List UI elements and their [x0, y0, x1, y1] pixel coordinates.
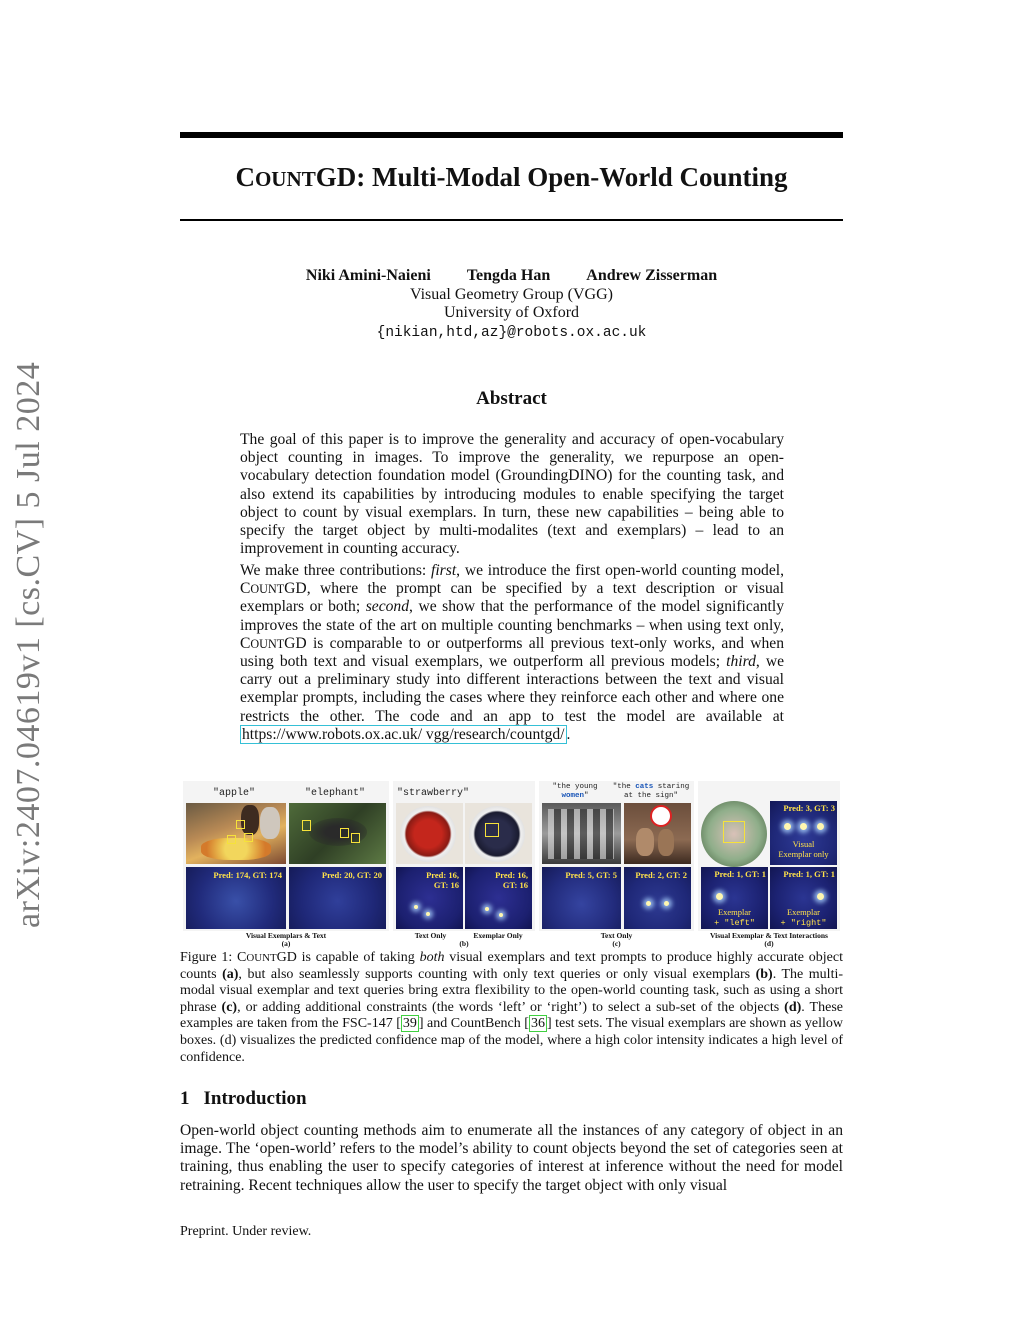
pred-right: Pred: 1, GT: 1 [783, 869, 835, 879]
pred-apple: Pred: 174, GT: 174 [213, 870, 282, 880]
author-name: Andrew Zisserman [586, 267, 718, 284]
section-number: 1 [180, 1088, 190, 1109]
label-line: Exemplar only [778, 849, 829, 859]
subcaption-b-exemplar: Exemplar Only [473, 931, 523, 940]
title-rest: GD: Multi-Modal Open-World Counting [315, 162, 788, 192]
query-text: " [584, 792, 589, 800]
title-bottom-rule [180, 219, 843, 221]
query-strawberry: "strawberry" [397, 788, 470, 799]
label-visual-exemplar-only [770, 839, 837, 859]
text-run: . [566, 725, 571, 743]
right-density-map [770, 867, 837, 929]
label-line: + "right" [780, 918, 827, 928]
emph-second: second [365, 598, 410, 616]
pred-strawberry-ex-2: GT: 16 [502, 880, 528, 890]
title-top-rule [180, 132, 843, 138]
abstract-paragraph-2: We make three contributions: first, we introduce the first open-world counting model, COUNTGD, where the prompt can be specified by a text description or visual exemplars or both; second, we show that the performance of the model significantly improves the state of the art on multiple counting benchmarks – when using text only, COUNTGD is comparable to or outperforms all previous text-only works, and when using both text and visual exemplars, we outperform all previous models; third, we carry out a preliminary study into different interactions between the text and visual exemplar prompts, including the cases where they reinforce each other and where one restricts the other. The code and an app to test the model are available at https://www.robots.ox.ac.uk/ vgg/research/countgd/ . [240, 562, 784, 743]
author-name: Niki Amini-Naieni [305, 267, 431, 284]
bold-ref: (a) [222, 966, 239, 982]
strawberry-density-text [396, 867, 463, 929]
label-line: Visual [792, 839, 815, 849]
elephant-photo [289, 803, 386, 864]
pred-cats: Pred: 2, GT: 2 [635, 870, 687, 880]
subcaption-c: Text Only [600, 931, 633, 940]
paper-title [180, 162, 843, 193]
author-list [180, 267, 843, 285]
panel-c [539, 781, 694, 948]
bold-ref: (b) [755, 966, 773, 982]
query-cats [609, 783, 693, 801]
exemplar-box [351, 833, 360, 843]
query-apple: "apple" [213, 788, 256, 799]
apple-photo [186, 803, 286, 864]
exemplar-box [302, 820, 311, 831]
subcaption-d-letter: (d) [764, 939, 774, 948]
subcaption-b-letter: (b) [459, 939, 469, 948]
author-name: Tengda Han [466, 267, 551, 284]
subcaption-b-text: Text Only [414, 931, 447, 940]
text-run: ] and CountBench [ [418, 1016, 529, 1032]
label-line: Exemplar [786, 907, 821, 917]
abstract-paragraph-1: The goal of this paper is to improve the generality and accuracy of open-vocabulary object counting in images. To improve the generality, we repurpose an open-vocabulary detection foundation model (GroundingDINO) for the counting task, and also extend its capabilities by introducing modules to enable specifying the target object to count by visual exemplars. In turn, these new capabilities – being able to specify the target object by multi-modalites (text and exemplars) – lead to an improvement in counting accuracy. [240, 431, 784, 558]
density-peak [664, 901, 669, 906]
subcaption-a-letter: (a) [281, 939, 291, 948]
subcaption-c-letter: (c) [612, 939, 621, 948]
density-peak [817, 823, 824, 830]
code-url-link[interactable]: https://www.robots.ox.ac.uk/ vgg/research/countgd/ [242, 725, 565, 743]
text-run: is capable of taking [301, 950, 420, 965]
bold-ref: (d) [784, 999, 802, 1015]
density-peak [426, 912, 430, 916]
section-title: Introduction [203, 1088, 307, 1109]
text-run: . The multi-modal visual exemplar and text queries bring extra flexibility to the open-world counting task, such as using a short phrase [180, 966, 844, 1015]
intro-paragraph: Open-world object counting methods aim to enumerate all the instances of any category of object in an image. The ‘open-world’ refers to the model’s ability to count objects beyond the set of categories seen at training, thus enabling the user to specify categories of interest at inference without the need for model retraining. Recent techniques allow the user to specify the target object with only visual [180, 1122, 843, 1194]
density-peak [817, 893, 824, 900]
text-run: , where the prompt can be specified by a text description or visual exemplars or both; [240, 580, 784, 616]
query-key-word: cats [635, 783, 654, 791]
text-run: , we show that the performance of the model significantly improves the state of the art on multiple counting benchmarks – when using text only, [240, 598, 784, 634]
title-countgd-c: C [235, 162, 255, 192]
exemplar-box [227, 835, 236, 844]
text-run: , we carry out a preliminary study into different interactions between the text and visual exemplar prompts, including the cases where they reinforce each other and where one restricts the other. The code and an app to test the model are available at [240, 653, 784, 725]
query-text: at the sign" [623, 792, 678, 800]
panel-d [698, 781, 840, 948]
density-peak [414, 905, 418, 909]
exemplar-box [236, 820, 245, 829]
text-run: , or adding additional constraints (the words ‘left’ or ‘right’) to select a sub-set of the objects [237, 999, 785, 1015]
strawberry-density-exemplar [465, 867, 532, 929]
section-heading [180, 1088, 307, 1110]
exemplar-box [340, 828, 349, 838]
text-run: We make three contributions: [240, 562, 432, 579]
pred-left: Pred: 1, GT: 1 [714, 869, 766, 879]
footer-note: Preprint. Under review. [180, 1224, 312, 1239]
label-line: + "left" [714, 918, 755, 928]
exemplar-box [723, 821, 745, 843]
density-peak [800, 823, 807, 830]
abstract-heading: Abstract [476, 388, 547, 409]
women-density-map [542, 867, 621, 929]
pred-strawberry-text-1: Pred: 16, [426, 870, 459, 880]
panel-b [393, 781, 535, 948]
text-run: . These examples are taken from the FSC-147 [ [180, 999, 843, 1032]
density-peak [784, 823, 791, 830]
subcaption-a: Visual Exemplars & Text [245, 931, 327, 940]
pred-strawberry-text-2: GT: 16 [433, 880, 459, 890]
density-peak [646, 901, 651, 906]
text-run: ] test sets. The visual exemplars are shown as yellow boxes. (d) visualizes the predicted confidence map of the model, where a high color intensity indicates a high level of confidence. [180, 1016, 844, 1065]
figure-1 [183, 781, 840, 948]
women-photo [542, 803, 621, 864]
pred-elephant: Pred: 20, GT: 20 [321, 870, 382, 880]
strawberry-photo-text [396, 803, 463, 864]
query-text: staring [653, 783, 690, 791]
pred-pigs: Pred: 3, GT: 3 [783, 803, 835, 813]
query-text: "the young [552, 783, 598, 791]
author-email [180, 323, 843, 341]
citation-link[interactable]: 39 [402, 1016, 417, 1032]
text-run: , we introduce the first open-world counting model, [456, 562, 784, 579]
label-line: Exemplar [717, 907, 752, 917]
elephant-density-map [289, 867, 386, 929]
text-run: visual exemplars and text prompts to produce highly accurate object counts [180, 950, 843, 982]
cats-photo [624, 803, 691, 864]
query-key-word: women [561, 792, 584, 800]
affiliation-university: University of Oxford [443, 304, 580, 321]
arxiv-stamp: arXiv:2407.04619v1 [cs.CV] 5 Jul 2024 [10, 361, 47, 928]
emph-third: third [726, 653, 756, 671]
emph-first: first [431, 562, 457, 579]
pred-women: Pred: 5, GT: 5 [565, 870, 617, 880]
caption-label: Figure 1: [180, 950, 238, 965]
title-countgd-smallcaps: OUNT [254, 167, 316, 191]
emph-both: both [419, 950, 445, 965]
label-exemplar-left [701, 907, 768, 928]
exemplar-box [244, 833, 253, 842]
query-young-women [543, 783, 607, 801]
exemplar-box [485, 823, 499, 837]
density-peak [485, 907, 489, 911]
panel-a [183, 781, 389, 948]
apple-density-map [186, 867, 286, 929]
pred-strawberry-ex-1: Pred: 16, [495, 870, 528, 880]
pig-density-map [770, 801, 837, 865]
query-text: "the [612, 783, 636, 791]
email-text: {nikian,htd,az}@robots.ox.ac.uk [376, 325, 647, 341]
cats-density-map [624, 867, 691, 929]
label-exemplar-right [770, 907, 837, 928]
left-density-map [701, 867, 768, 929]
bold-ref: (c) [221, 999, 238, 1015]
density-peak [716, 893, 723, 900]
query-elephant: "elephant" [305, 788, 366, 799]
text-run: , but also seamlessly supports counting with only text queries or only visual exemplars [238, 966, 756, 982]
strawberry-photo-exemplar [465, 803, 532, 864]
affiliation-group: Visual Geometry Group (VGG) [410, 286, 613, 303]
text-run: is comparable to or outperforms all previous text-only works, and when using both text and visual exemplars, we outperform all previous models; [240, 634, 784, 671]
pig-photo [701, 801, 767, 867]
citation-link[interactable]: 36 [530, 1016, 545, 1032]
subcaption-d: Visual Exemplar & Text Interactions [710, 931, 828, 940]
density-peak [499, 913, 503, 917]
figure-caption: Figure 1: COUNTGD is capable of taking both visual exemplars and text prompts to produce highly accurate object counts (a), but also seamlessly supports counting with only text queries or only visual exemplars (b). The multi-modal visual exemplar and text queries bring extra flexibility to the open-world counting task, such as using a short phrase (c), or adding additional constraints (the words ‘left’ or ‘right’) to select a sub-set of the objects (d). These examples are taken from the FSC-147 [ 39 ] and CountBench [ 36 ] test sets. The visual exemplars are shown as yellow boxes. (d) visualizes the predicted confidence map of the model, where a high color intensity indicates a high level of confidence. [180, 950, 844, 1065]
